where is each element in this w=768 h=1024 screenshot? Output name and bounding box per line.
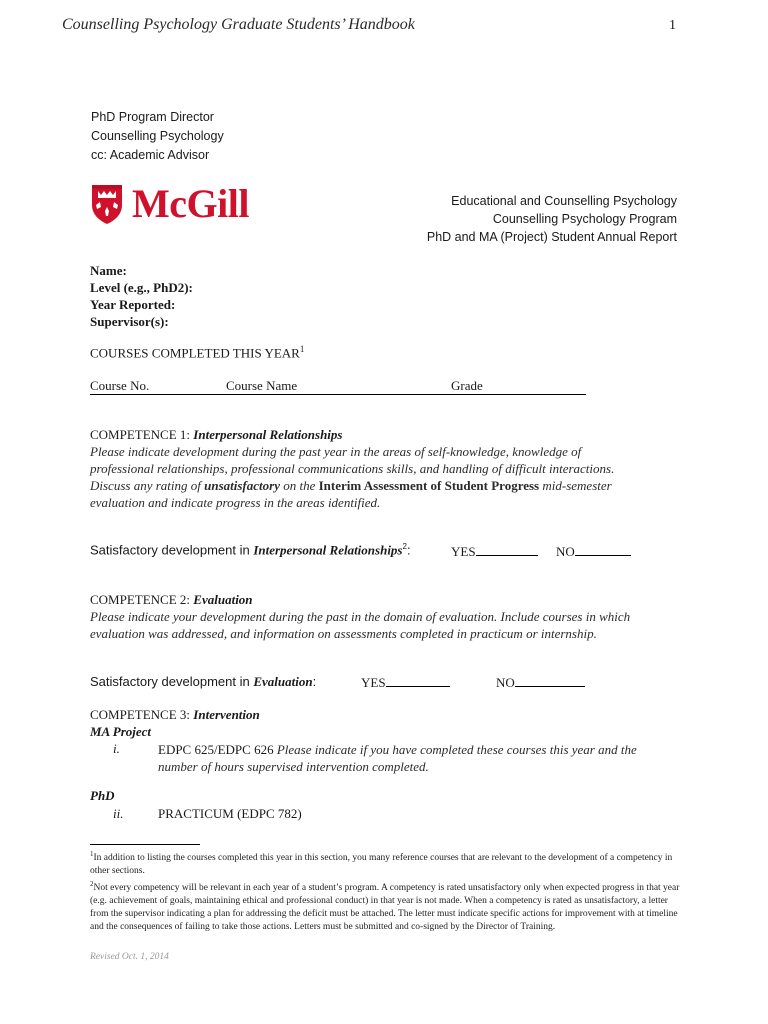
- competence-2-desc: Please indicate your development during the past in the domain of evaluation. Include courses in which: [90, 609, 631, 624]
- competence-1-desc: professional relationships, professional communications skills, and handling of difficult interactions.: [90, 461, 615, 476]
- crest-icon: [90, 183, 124, 225]
- program-line: PhD and MA (Project) Student Annual Report: [426, 230, 677, 244]
- handbook-title: Counselling Psychology Graduate Students’ Handbook: [62, 16, 415, 33]
- revision-note: Revised Oct. 1, 2014: [90, 952, 169, 962]
- footnote-2: $^2$Not every competency will be relevant in each year of a student’s program. A competency is rated unsatisfactory only when expected progress in that year (e.g. achievement of goals, maintaining ethical and professional conduct) in that year is not made. When a competency is rated as unsatisfactory, a letter from the supervisor indicating a plan for addressing the deficit must be attached. The letter must indicate specific actions for improvement with at timeline and the consequences of failing to take those actions. Letters must be submitted and co-signed by the Director of Training.: [90, 880, 680, 933]
- competence-1-yes: YES: [451, 543, 538, 560]
- item-number: ii.: [113, 806, 124, 821]
- program-line: Counselling Psychology Program: [492, 212, 677, 226]
- year-field-label: Year Reported:: [90, 297, 176, 312]
- no-blank[interactable]: [575, 543, 631, 556]
- footnote-1: $^1$In addition to listing the courses completed this year in this section, you many reference courses that are relevant to the development of a competency in other sections.: [90, 850, 673, 877]
- course-table-header: [90, 378, 586, 395]
- competence-2-heading: COMPETENCE 2: Evaluation: [90, 592, 253, 607]
- supervisor-field-label: Supervisor(s):: [90, 314, 169, 329]
- address-line: Counselling Psychology: [91, 129, 224, 143]
- practicum-item: PRACTICUM (EDPC 782): [158, 806, 302, 821]
- address-line: cc: Academic Advisor: [91, 148, 210, 162]
- phd-heading: PhD: [90, 788, 115, 803]
- courses-heading: COURSES COMPLETED THIS YEAR$^1$: [90, 344, 305, 361]
- competence-1-no: NO: [556, 543, 631, 560]
- competence-1-satisfactory: Satisfactory development in Interpersonal Relationships$^2$:: [90, 542, 411, 558]
- competence-2-desc: evaluation was addressed, and information on assessments completed in practicum or internship.: [90, 626, 597, 641]
- course-name-header: Course Name: [226, 378, 298, 393]
- address-line: PhD Program Director: [91, 110, 214, 124]
- competence-2-section: [90, 591, 630, 642]
- name-field-label: Name:: [90, 263, 127, 278]
- logo-wordmark: McGill: [132, 181, 249, 226]
- address-block: [91, 108, 224, 165]
- program-line: Educational and Counselling Psychology: [451, 194, 677, 208]
- ma-project-heading: MA Project: [90, 724, 152, 739]
- item-number: i.: [113, 741, 120, 756]
- grade-header: Grade: [451, 378, 483, 393]
- mcgill-logo: [90, 180, 249, 227]
- no-blank[interactable]: [515, 674, 585, 687]
- competence-1-desc: Discuss any rating of unsatisfactory on the Interim Assessment of Student Progress mid-semester: [90, 478, 612, 493]
- competence-2-no: NO: [496, 674, 585, 691]
- competence-3-section: [90, 706, 260, 740]
- competence-1-desc: Please indicate development during the past year in the areas of self-knowledge, knowledge of: [90, 444, 582, 459]
- competence-1-section: [90, 426, 614, 511]
- page-number: 1: [669, 18, 676, 33]
- program-block: [427, 192, 677, 246]
- footnote-ref: 1: [299, 344, 305, 354]
- course-no-header: Course No.: [90, 378, 150, 393]
- competence-1-desc: evaluation and indicate progress in the areas identified.: [90, 495, 381, 510]
- level-field-label: Level (e.g., PhD2):: [90, 280, 193, 295]
- competence-2-yes: YES: [361, 674, 450, 691]
- yes-blank[interactable]: [386, 674, 450, 687]
- yes-blank[interactable]: [476, 543, 538, 556]
- student-fields: [90, 262, 193, 330]
- ma-item-text: EDPC 625/EDPC 626 Please indicate if you have completed these courses this year and the number of hours supervised intervention completed.: [158, 742, 637, 774]
- competence-1-heading: COMPETENCE 1: Interpersonal Relationships: [90, 427, 343, 442]
- footnotes: [90, 848, 680, 934]
- competence-3-heading: COMPETENCE 3: Intervention: [90, 707, 260, 722]
- competence-2-satisfactory: Satisfactory development in Evaluation:: [90, 674, 317, 689]
- footnote-divider: [90, 844, 200, 845]
